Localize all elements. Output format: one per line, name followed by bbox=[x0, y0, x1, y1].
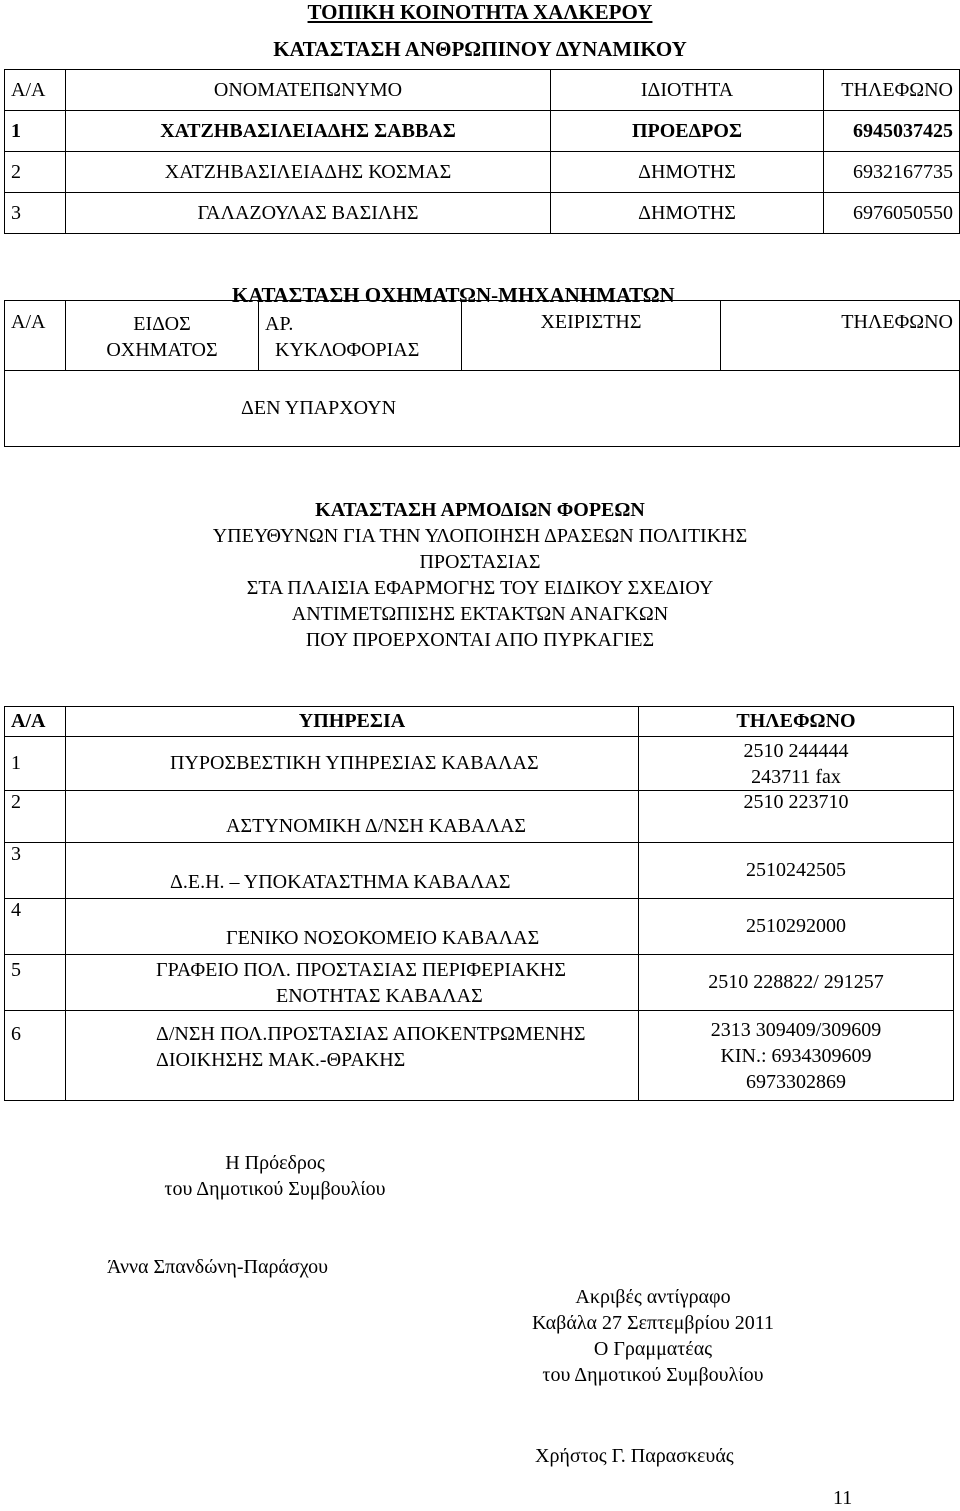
chair-signature-block bbox=[100, 1150, 450, 1202]
chair-title: Η Πρόεδρος bbox=[225, 1152, 325, 1174]
col-header-plate bbox=[259, 301, 462, 371]
row-phone-line2: ΚΙΝ.: 6934309609 bbox=[720, 1044, 872, 1067]
agencies-heading-line5: ΑΝΤΙΜΕΤΩΠΙΣΗΣ ΕΚΤΑΚΤΩΝ ΑΝΑΓΚΩΝ bbox=[291, 603, 669, 625]
row-phone bbox=[639, 737, 954, 791]
row-no: 5 bbox=[5, 955, 66, 1011]
col-header-vehicle-type-line1: ΕΙΔΟΣ bbox=[133, 313, 191, 335]
row-service-line1: ΓΡΑΦΕΙΟ ΠΟΛ. ΠΡΟΣΤΑΣΙΑΣ ΠΕΡΙΦΕΡΙΑΚΗΣ bbox=[156, 959, 566, 981]
table-row bbox=[5, 737, 954, 791]
row-service bbox=[66, 1011, 639, 1101]
table-row bbox=[5, 193, 960, 234]
certified-copy-label: Ακριβές αντίγραφο bbox=[575, 1286, 731, 1308]
agencies-heading bbox=[0, 497, 960, 653]
row-phone: 2510 228822/ 291257 bbox=[639, 955, 954, 1011]
col-header-plate-line1: ΑΡ. bbox=[265, 313, 294, 335]
col-header-operator: ΧΕΙΡΙΣΤΗΣ bbox=[462, 301, 721, 371]
table-row bbox=[5, 111, 960, 152]
row-phone: 6932167735 bbox=[824, 152, 960, 193]
row-no: 2 bbox=[5, 791, 66, 843]
row-phone: 2510242505 bbox=[639, 843, 954, 899]
row-service: ΓΕΝΙΚΟ ΝΟΣΟΚΟΜΕΙΟ ΚΑΒΑΛΑΣ bbox=[66, 899, 639, 955]
row-no: 3 bbox=[5, 193, 66, 234]
secretary-title: Ο Γραμματέας bbox=[593, 1338, 713, 1360]
row-no: 1 bbox=[5, 111, 66, 152]
table-row bbox=[5, 899, 954, 955]
personnel-table bbox=[4, 69, 960, 234]
row-phone-line1: 2313 309409/309609 bbox=[710, 1018, 882, 1041]
chair-name: Άννα Σπανδώνη-Παράσχου bbox=[107, 1256, 329, 1278]
col-header-phone: ΤΗΛΕΦΩΝΟ bbox=[824, 70, 960, 111]
row-service: ΑΣΤΥΝΟΜΙΚΗ Δ/ΝΣΗ ΚΑΒΑΛΑΣ bbox=[66, 791, 639, 843]
row-service-line1: Δ/ΝΣΗ ΠΟΛ.ΠΡΟΣΤΑΣΙΑΣ ΑΠΟΚΕΝΤΡΩΜΕΝΗΣ bbox=[156, 1023, 586, 1045]
row-no: 4 bbox=[5, 899, 66, 955]
table-row bbox=[5, 791, 954, 843]
row-phone-line2: 243711 fax bbox=[751, 765, 841, 788]
col-header-name: ΟΝΟΜΑΤΕΠΩΝΥΜΟ bbox=[66, 70, 551, 111]
row-name: ΧΑΤΖΗΒΑΣΙΛΕΙΑΔΗΣ ΚΟΣΜΑΣ bbox=[66, 152, 551, 193]
col-header-no: Α/Α bbox=[5, 707, 66, 737]
agencies-heading-line1: ΚΑΤΑΣΤΑΣΗ ΑΡΜΟΔΙΩΝ ΦΟΡΕΩΝ bbox=[315, 499, 645, 521]
col-header-phone: ΤΗΛΕΦΩΝΟ bbox=[721, 301, 960, 371]
table-header-row bbox=[5, 70, 960, 111]
agencies-heading-line3: ΠΡΟΣΤΑΣΙΑΣ bbox=[419, 551, 541, 573]
col-header-phone: ΤΗΛΕΦΩΝΟ bbox=[639, 707, 954, 737]
certified-copy-date: Καβάλα 27 Σεπτεμβρίου 2011 bbox=[531, 1312, 774, 1334]
human-resources-title: ΚΑΤΑΣΤΑΣΗ ΑΝΘΡΩΠΙΝΟΥ ΔΥΝΑΜΙΚΟΥ bbox=[273, 37, 687, 61]
row-no: 3 bbox=[5, 843, 66, 899]
row-name: ΓΑΛΑΖΟΥΛΑΣ ΒΑΣΙΛΗΣ bbox=[66, 193, 551, 234]
row-role: ΔΗΜΟΤΗΣ bbox=[551, 152, 824, 193]
agencies-heading-line2: ΥΠΕΥΘΥΝΩΝ ΓΙΑ ΤΗΝ ΥΛΟΠΟΙΗΣΗ ΔΡΑΣΕΩΝ ΠΟΛΙΤΙΚΗΣ bbox=[212, 525, 748, 547]
table-row bbox=[5, 152, 960, 193]
row-phone: 2510 223710 bbox=[639, 791, 954, 843]
col-header-vehicle-type bbox=[66, 301, 259, 371]
no-vehicles-note: ΔΕΝ ΥΠΑΡΧΟΥΝ bbox=[241, 397, 397, 419]
col-header-service: ΥΠΗΡΕΣΙΑ bbox=[66, 707, 639, 737]
table-header-row bbox=[5, 707, 954, 737]
empty-row bbox=[5, 371, 960, 447]
row-phone-line3: 6973302869 bbox=[746, 1070, 846, 1093]
row-service: ΠΥΡΟΣΒΕΣΤΙΚΗ ΥΠΗΡΕΣΙΑΣ ΚΑΒΑΛΑΣ bbox=[66, 737, 639, 791]
row-phone: 6976050550 bbox=[824, 193, 960, 234]
col-header-plate-line2: ΚΥΚΛΟΦΟΡΙΑΣ bbox=[275, 339, 420, 361]
vehicles-table bbox=[4, 300, 960, 447]
row-service-line2: ΕΝΟΤΗΤΑΣ ΚΑΒΑΛΑΣ bbox=[276, 985, 483, 1007]
row-no: 2 bbox=[5, 152, 66, 193]
col-header-no: Α/Α bbox=[5, 70, 66, 111]
row-phone-line1: 2510 244444 bbox=[743, 739, 849, 762]
row-name: ΧΑΤΖΗΒΑΣΙΛΕΙΑΔΗΣ ΣΑΒΒΑΣ bbox=[66, 111, 551, 152]
table-header-row bbox=[5, 301, 960, 371]
row-service: Δ.Ε.Η. – ΥΠΟΚΑΤΑΣΤΗΜΑ ΚΑΒΑΛΑΣ bbox=[66, 843, 639, 899]
row-phone: 6945037425 bbox=[824, 111, 960, 152]
table-row bbox=[5, 843, 954, 899]
agencies-heading-line4: ΣΤΑ ΠΛΑΙΣΙΑ ΕΦΑΡΜΟΓΗΣ ΤΟΥ ΕΙΔΙΚΟΥ ΣΧΕΔΙΟΥ bbox=[246, 577, 714, 599]
page-number: 11 bbox=[833, 1487, 853, 1509]
agencies-table bbox=[4, 706, 954, 1101]
row-phone: 2510292000 bbox=[639, 899, 954, 955]
col-header-no: Α/Α bbox=[5, 301, 66, 371]
row-no: 6 bbox=[5, 1011, 66, 1101]
row-role: ΠΡΟΕΔΡΟΣ bbox=[551, 111, 824, 152]
row-role: ΔΗΜΟΤΗΣ bbox=[551, 193, 824, 234]
empty-cell bbox=[5, 371, 960, 447]
certified-copy-block bbox=[480, 1284, 826, 1388]
row-phone bbox=[639, 1011, 954, 1101]
row-service bbox=[66, 955, 639, 1011]
row-service-line2: ΔΙΟΙΚΗΣΗΣ ΜΑΚ.-ΘΡΑΚΗΣ bbox=[156, 1049, 406, 1071]
chair-council: του Δημοτικού Συμβουλίου bbox=[164, 1178, 386, 1200]
agencies-heading-line6: ΠΟΥ ΠΡΟΕΡΧΟΝΤΑΙ ΑΠΟ ΠΥΡΚΑΓΙΕΣ bbox=[305, 629, 655, 651]
col-header-vehicle-type-line2: ΟΧΗΜΑΤΟΣ bbox=[106, 339, 218, 361]
community-title: ΤΟΠΙΚΗ ΚΟΙΝΟΤΗΤΑ ΧΑΛΚΕΡΟΥ bbox=[307, 0, 653, 24]
table-row bbox=[5, 955, 954, 1011]
table-row bbox=[5, 1011, 954, 1101]
secretary-name: Χρήστος Γ. Παρασκευάς bbox=[535, 1445, 734, 1467]
secretary-council: του Δημοτικού Συμβουλίου bbox=[542, 1364, 764, 1386]
col-header-role: ΙΔΙΟΤΗΤΑ bbox=[551, 70, 824, 111]
vehicles-title: ΚΑΤΑΣΤΑΣΗ ΟΧΗΜΑΤΩΝ-ΜΗΧΑΝΗΜΑΤΩΝ bbox=[232, 283, 675, 307]
row-no: 1 bbox=[5, 737, 66, 791]
